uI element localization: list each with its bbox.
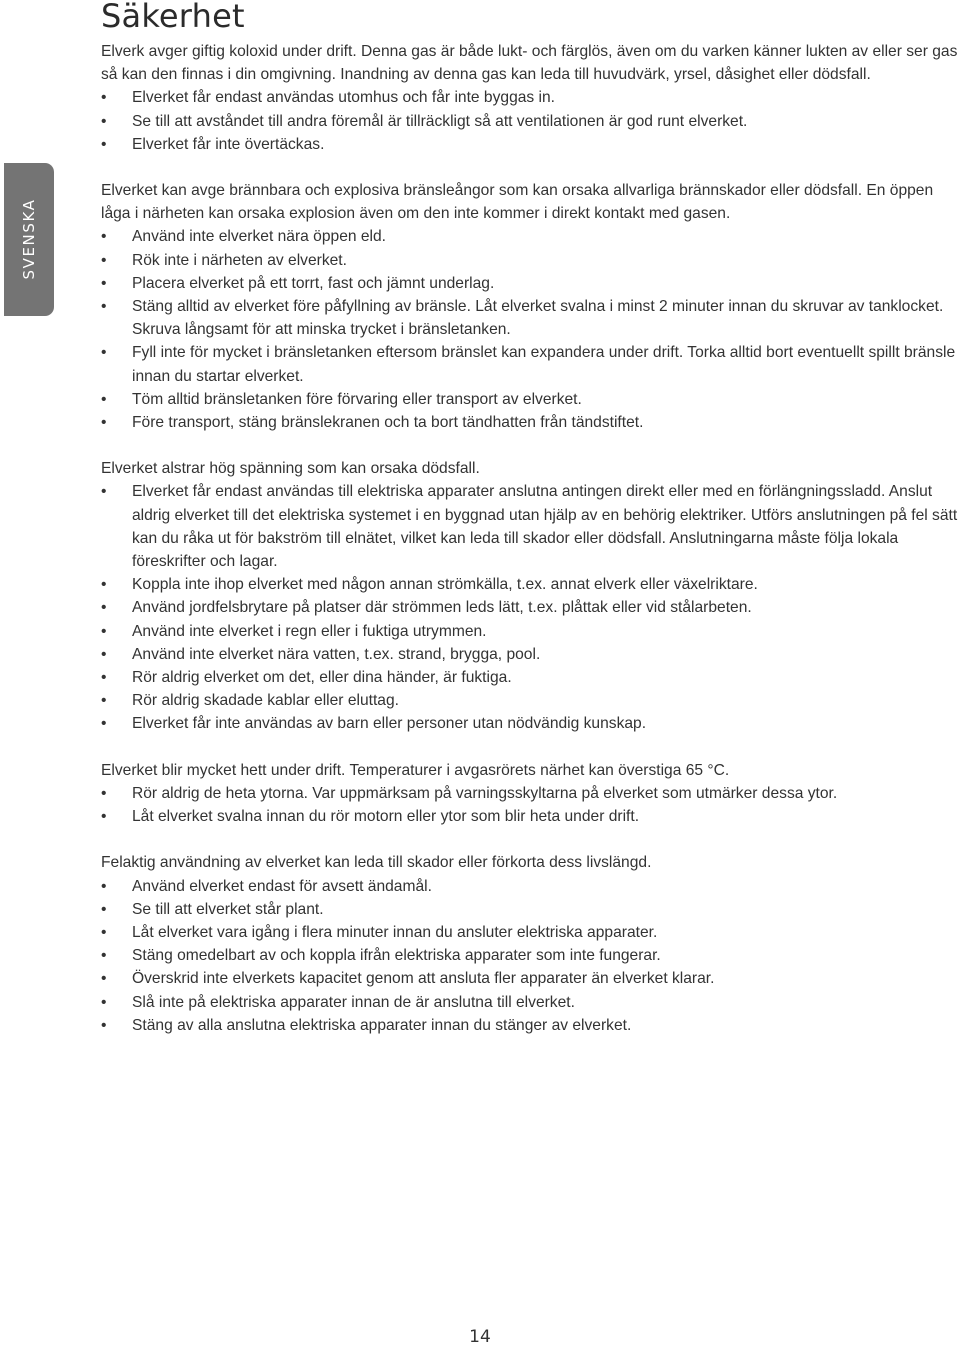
bullet-icon: • [101, 274, 107, 292]
list-item [101, 596, 960, 619]
bullet-list [101, 225, 960, 434]
list-item [101, 341, 960, 387]
section-intro: Elverket alstrar hög spänning som kan orsaka dödsfall. [101, 460, 480, 478]
list-item [101, 643, 960, 666]
bullet-icon: • [101, 228, 107, 246]
section-carbon-monoxide [101, 40, 960, 156]
bullet-icon: • [101, 784, 107, 802]
section-intro: Elverket blir mycket hett under drift. Temperaturer i avgasrörets närhet kan överstiga 65 °C. [101, 761, 730, 779]
section-hot-surfaces [101, 759, 960, 829]
list-item [101, 86, 960, 109]
list-item-text: Stäng omedelbart av och koppla ifrån elektriska apparater som inte fungerar. [132, 947, 661, 965]
list-item-text: Överskrid inte elverkets kapacitet genom att ansluta fler apparater än elverket klarar. [132, 970, 715, 988]
list-item-text: Elverket får endast användas till elektriska apparater anslutna antingen direkt eller med en förlängningssladd. Anslut aldrig elverket till det elektriska systemet i en byggnad utan hjälp av en behörig elektriker. Utförs anslutningen på fel sätt kan du råka ut för bakström till elnätet, vilket kan leda till skador eller dödsfall. Anslutningarna måste följa lokala föreskrifter och lagar. [132, 483, 958, 571]
list-item [101, 411, 960, 434]
bullet-icon: • [101, 390, 107, 408]
section-improper-use [101, 851, 960, 1037]
list-item-text: Elverket får inte övertäckas. [132, 135, 325, 153]
bullet-icon: • [101, 599, 107, 617]
bullet-list [101, 480, 960, 735]
list-item [101, 249, 960, 272]
language-tab-label: SVENSKA [20, 198, 38, 280]
safety-content [101, 40, 960, 1037]
list-item-text: Använd inte elverket i regn eller i fuktiga utrymmen. [132, 622, 487, 640]
list-item [101, 272, 960, 295]
list-item [101, 480, 960, 573]
list-item-text: Före transport, stäng bränslekranen och ta bort tändhatten från tändstiftet. [132, 414, 644, 432]
page-number: 14 [469, 1327, 491, 1347]
list-item [101, 921, 960, 944]
bullet-icon: • [101, 808, 107, 826]
list-item-text: Använd elverket endast för avsett ändamål. [132, 877, 432, 895]
bullet-icon: • [101, 1016, 107, 1034]
list-item-text: Koppla inte ihop elverket med någon annan strömkälla, t.ex. annat elverk eller växelriktare. [132, 576, 758, 594]
list-item-text: Töm alltid bränsletanken före förvaring eller transport av elverket. [132, 390, 582, 408]
list-item [101, 991, 960, 1014]
bullet-icon: • [101, 669, 107, 687]
list-item-text: Låt elverket vara igång i flera minuter innan du ansluter elektriska apparater. [132, 923, 658, 941]
list-item-text: Elverket får endast användas utomhus och får inte byggas in. [132, 89, 556, 107]
list-item-text: Rör aldrig skadade kablar eller eluttag. [132, 692, 399, 710]
bullet-icon: • [101, 970, 107, 988]
list-item-text: Använd inte elverket nära öppen eld. [132, 228, 387, 246]
bullet-icon: • [101, 344, 107, 362]
bullet-icon: • [101, 576, 107, 594]
list-item [101, 805, 960, 828]
list-item [101, 110, 960, 133]
list-item [101, 944, 960, 967]
bullet-icon: • [101, 89, 107, 107]
bullet-icon: • [101, 251, 107, 269]
list-item-text: Använd inte elverket nära vatten, t.ex. strand, brygga, pool. [132, 645, 541, 663]
bullet-icon: • [101, 298, 107, 316]
list-item-text: Elverket får inte användas av barn eller personer utan nödvändig kunskap. [132, 715, 647, 733]
bullet-icon: • [101, 947, 107, 965]
list-item [101, 782, 960, 805]
list-item [101, 1014, 960, 1037]
section-fuel-vapors [101, 179, 960, 434]
bullet-icon: • [101, 923, 107, 941]
bullet-icon: • [101, 715, 107, 733]
bullet-icon: • [101, 622, 107, 640]
bullet-icon: • [101, 483, 107, 501]
list-item-text: Fyll inte för mycket i bränsletanken eftersom bränslet kan expandera under drift. Torka alltid bort eventuellt spillt bränsle innan du startar elverket. [132, 344, 956, 385]
list-item [101, 388, 960, 411]
list-item [101, 898, 960, 921]
page-title: Säkerhet [101, 0, 245, 35]
list-item-text: Se till att elverket står plant. [132, 900, 324, 918]
bullet-icon: • [101, 993, 107, 1011]
list-item [101, 689, 960, 712]
section-intro: Elverk avger giftig koloxid under drift. Denna gas är både lukt- och färglös, även om du varken känner lukten av eller ser gas så kan den finnas i din omgivning. Inandning av denna gas kan leda till huvudvärk, yrsel, dåsighet eller dödsfall. [101, 43, 958, 84]
bullet-icon: • [101, 645, 107, 663]
bullet-icon: • [101, 692, 107, 710]
list-item [101, 875, 960, 898]
section-high-voltage [101, 457, 960, 735]
list-item-text: Placera elverket på ett torrt, fast och jämnt underlag. [132, 274, 495, 292]
section-intro: Elverket kan avge brännbara och explosiva bränsleångor som kan orsaka allvarliga brännskador eller dödsfall. En öppen låga i närheten kan orsaka explosion även om den inte kommer i direkt kontakt med gasen. [101, 182, 934, 223]
list-item-text: Låt elverket svalna innan du rör motorn eller ytor som blir heta under drift. [132, 808, 640, 826]
list-item-text: Se till att avståndet till andra föremål är tillräckligt så att ventilationen är god runt elverket. [132, 112, 748, 130]
list-item-text: Rör aldrig de heta ytorna. Var uppmärksam på varningsskyltarna på elverket som utmärker dessa ytor. [132, 784, 838, 802]
list-item-text: Stäng av alla anslutna elektriska apparater innan du stänger av elverket. [132, 1016, 632, 1034]
list-item [101, 712, 960, 735]
bullet-icon: • [101, 112, 107, 130]
list-item-text: Rör aldrig elverket om det, eller dina händer, är fuktiga. [132, 669, 512, 687]
bullet-list [101, 875, 960, 1037]
list-item [101, 295, 960, 341]
bullet-icon: • [101, 414, 107, 432]
list-item [101, 225, 960, 248]
list-item-text: Stäng alltid av elverket före påfyllning av bränsle. Låt elverket svalna i minst 2 minuter innan du skruvar av tanklocket. Skruva långsamt för att minska trycket i bränsletanken. [132, 298, 944, 339]
list-item [101, 967, 960, 990]
section-intro: Felaktig användning av elverket kan leda till skador eller förkorta dess livslängd. [101, 854, 652, 872]
list-item-text: Slå inte på elektriska apparater innan de är anslutna till elverket. [132, 993, 575, 1011]
bullet-icon: • [101, 900, 107, 918]
bullet-icon: • [101, 877, 107, 895]
bullet-icon: • [101, 135, 107, 153]
list-item-text: Använd jordfelsbrytare på platser där strömmen leds lätt, t.ex. plåttak eller vid stålarbeten. [132, 599, 752, 617]
list-item [101, 133, 960, 156]
list-item [101, 620, 960, 643]
list-item-text: Rök inte i närheten av elverket. [132, 251, 347, 269]
list-item [101, 666, 960, 689]
list-item [101, 573, 960, 596]
language-side-tab [4, 163, 54, 316]
bullet-list [101, 782, 960, 828]
bullet-list [101, 86, 960, 156]
